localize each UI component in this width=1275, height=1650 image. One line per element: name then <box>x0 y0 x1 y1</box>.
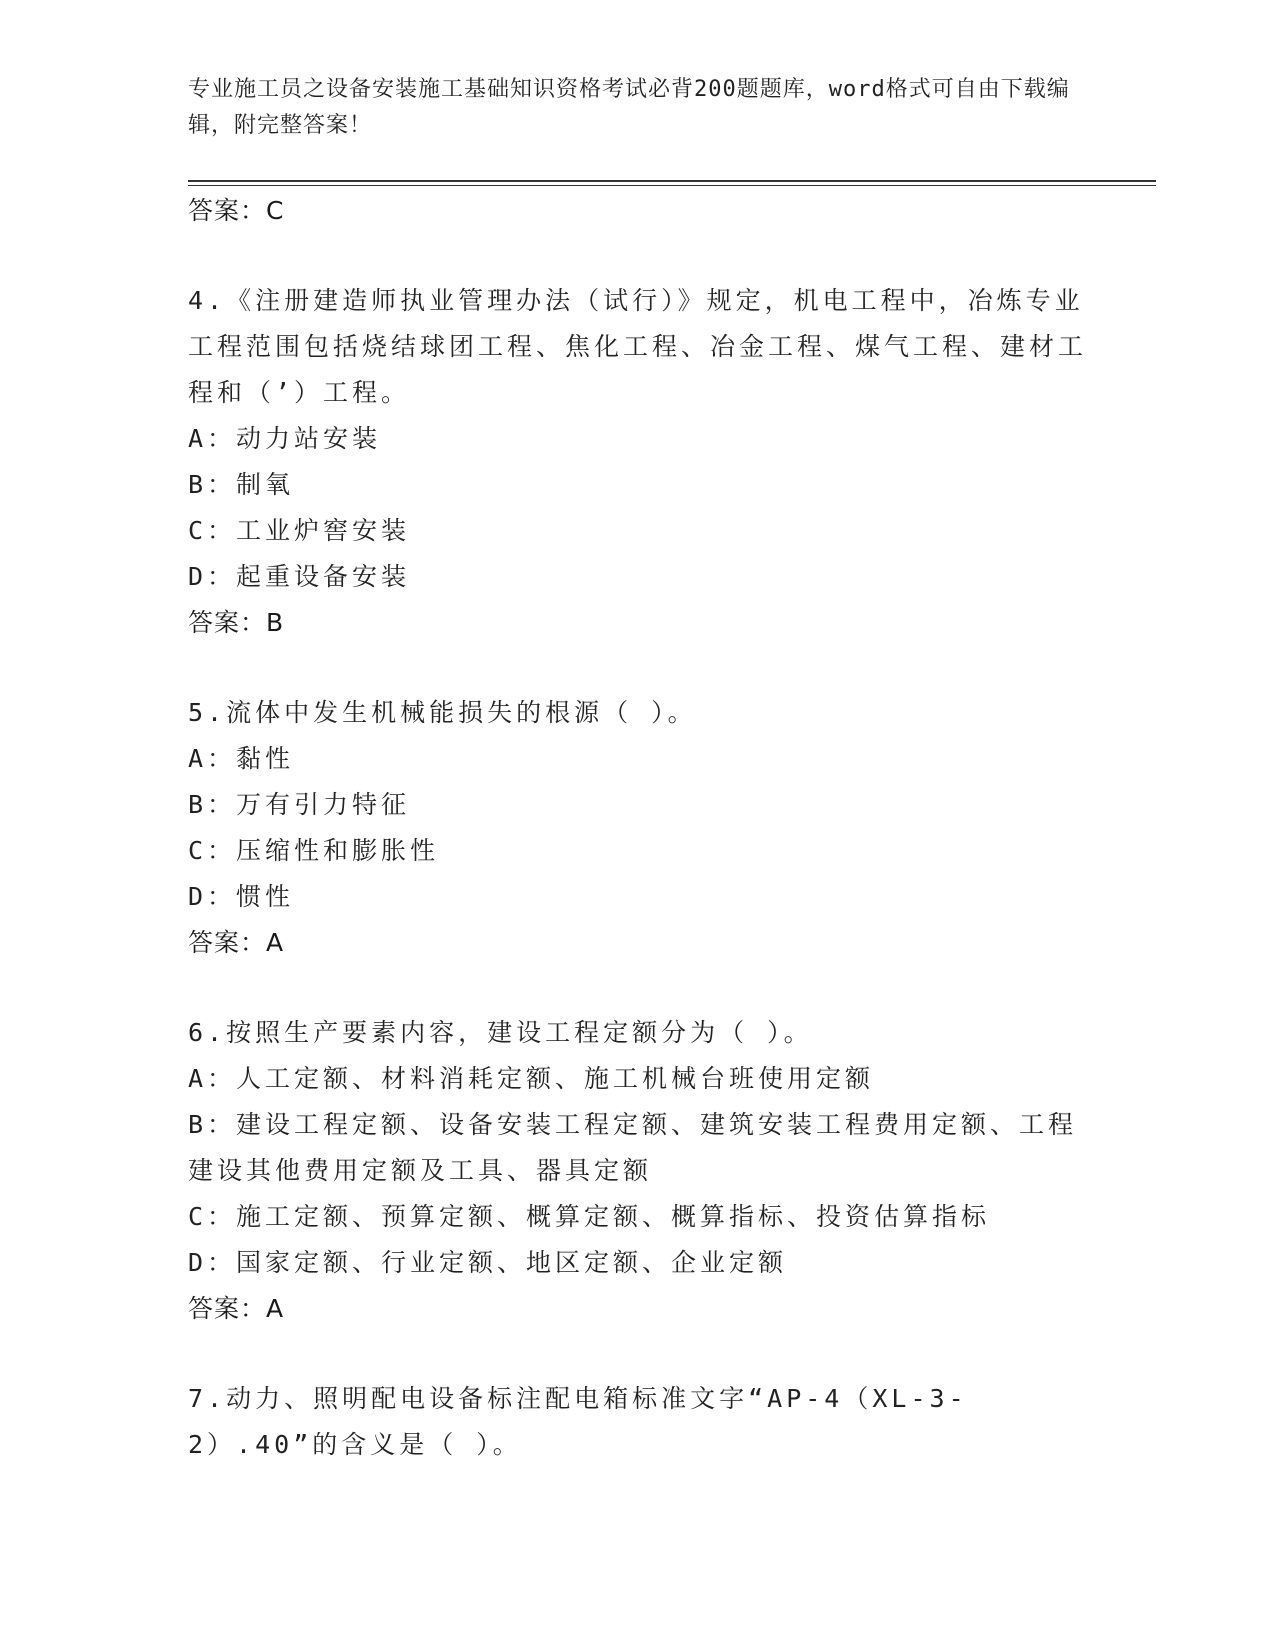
question-4-option-a: A：动力站安装 <box>188 424 382 453</box>
answer-q3: 答案：C <box>188 196 285 225</box>
question-5-option-c: C：压缩性和膨胀性 <box>188 836 440 865</box>
question-4-text: 4.《注册建造师执业管理办法（试行）》规定，机电工程中，冶炼专业工程范围包括烧结球团工程、焦化工程、冶金工程、煤气工程、建材工程和（’）工程。 <box>188 286 1088 407</box>
question-5-option-d: D：惯性 <box>188 882 295 911</box>
question-5-option-b: B：万有引力特征 <box>188 790 411 819</box>
question-6-option-a: A：人工定额、材料消耗定额、施工机械台班使用定额 <box>188 1064 875 1093</box>
question-5-option-a: A：黏性 <box>188 744 295 773</box>
question-4-option-c: C：工业炉窖安装 <box>188 516 411 545</box>
question-4-option-d: D：起重设备安装 <box>188 562 411 591</box>
question-6-option-b: B：建设工程定额、设备安装工程定额、建筑安装工程费用定额、工程建设其他费用定额及工具、器具定额 <box>188 1110 1078 1185</box>
question-6-option-c: C：施工定额、预算定额、概算定额、概算指标、投资估算指标 <box>188 1202 991 1231</box>
question-list <box>188 188 1088 1468</box>
question-6-option-d: D：国家定额、行业定额、地区定额、企业定额 <box>188 1248 788 1277</box>
document-header: 专业施工员之设备安装施工基础知识资格考试必背200题题库，word格式可自由下载编辑，附完整答案！ <box>188 77 1070 138</box>
question-7-text: 7.动力、照明配电设备标注配电箱标准文字“AP-4（XL-3-2）.40”的含义是（ ）。 <box>188 1384 968 1459</box>
answer-q5: 答案：A <box>188 928 285 957</box>
question-4-option-b: B：制氧 <box>188 470 295 499</box>
header-divider <box>188 180 1156 182</box>
answer-q6: 答案：A <box>188 1294 285 1323</box>
header-divider-thin <box>188 185 1156 186</box>
answer-q4: 答案：B <box>188 608 285 637</box>
question-6-text: 6.按照生产要素内容，建设工程定额分为（ ）。 <box>188 1018 813 1047</box>
question-5-text: 5.流体中发生机械能损失的根源（ ）。 <box>188 698 697 727</box>
